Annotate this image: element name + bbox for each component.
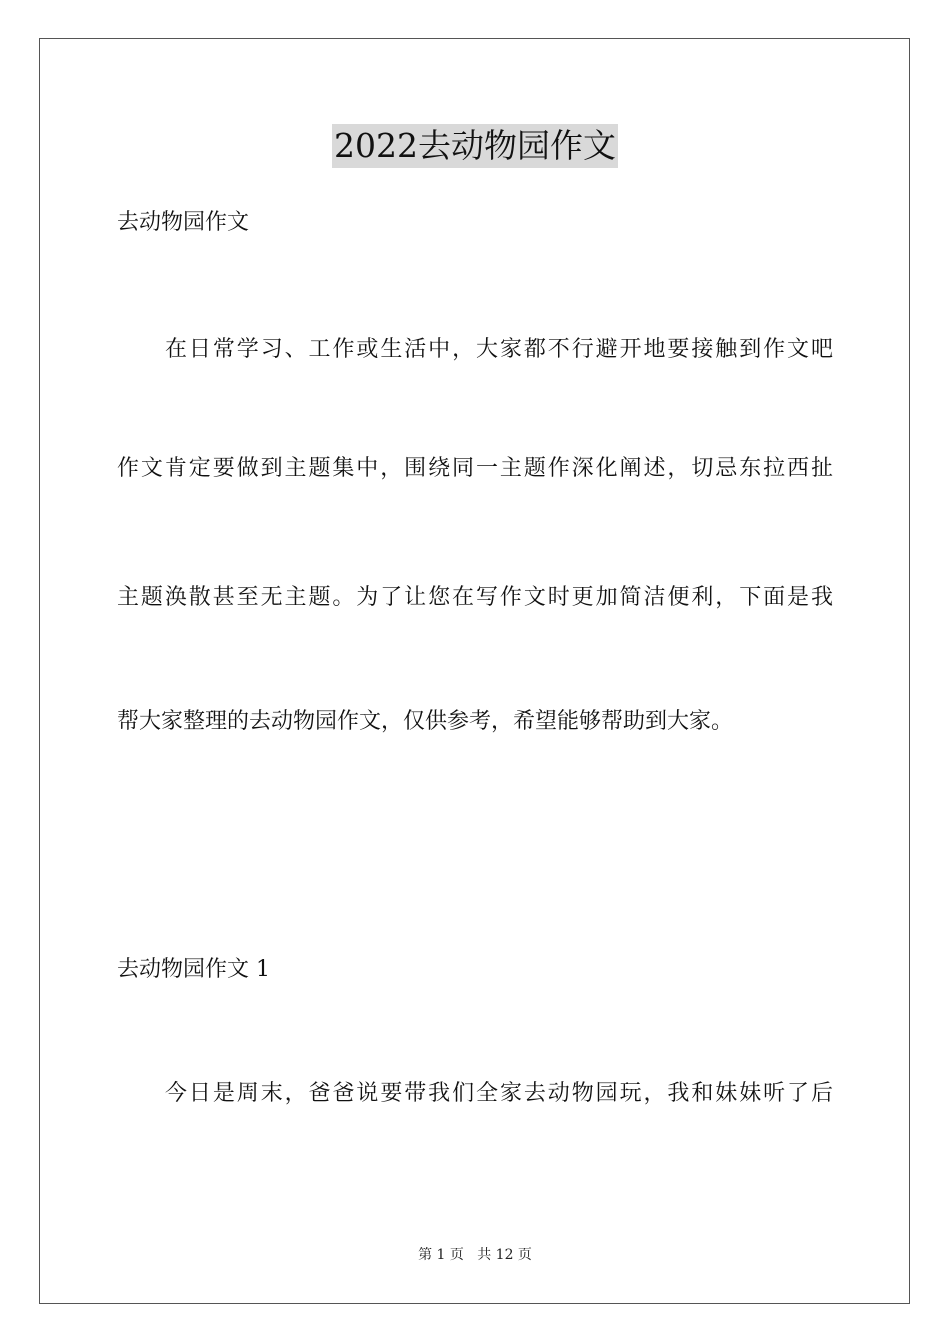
intro-line-1: 在日常学习、工作或生活中，大家都不行避开地要接触到作文吧 <box>165 337 833 362</box>
section-heading: 去动物园作文 1 <box>117 957 270 982</box>
section-line-1: 今日是周末，爸爸说要带我们全家去动物园玩，我和妹妹听了后 <box>165 1081 833 1106</box>
intro-line-2: 作文肯定要做到主题集中，围绕同一主题作深化阐述，切忌东拉西扯 <box>117 456 833 481</box>
intro-line-4: 帮大家整理的去动物园作文，仅供参考，希望能够帮助到大家。 <box>117 709 734 734</box>
title-container <box>0 124 950 168</box>
document-title: 2022去动物园作文 <box>332 124 618 168</box>
intro-line-3: 主题涣散甚至无主题。为了让您在写作文时更加简洁便利，下面是我 <box>117 585 833 610</box>
page-footer: 第 1 页 共 12 页 <box>418 1247 532 1263</box>
subtitle: 去动物园作文 <box>117 210 250 235</box>
